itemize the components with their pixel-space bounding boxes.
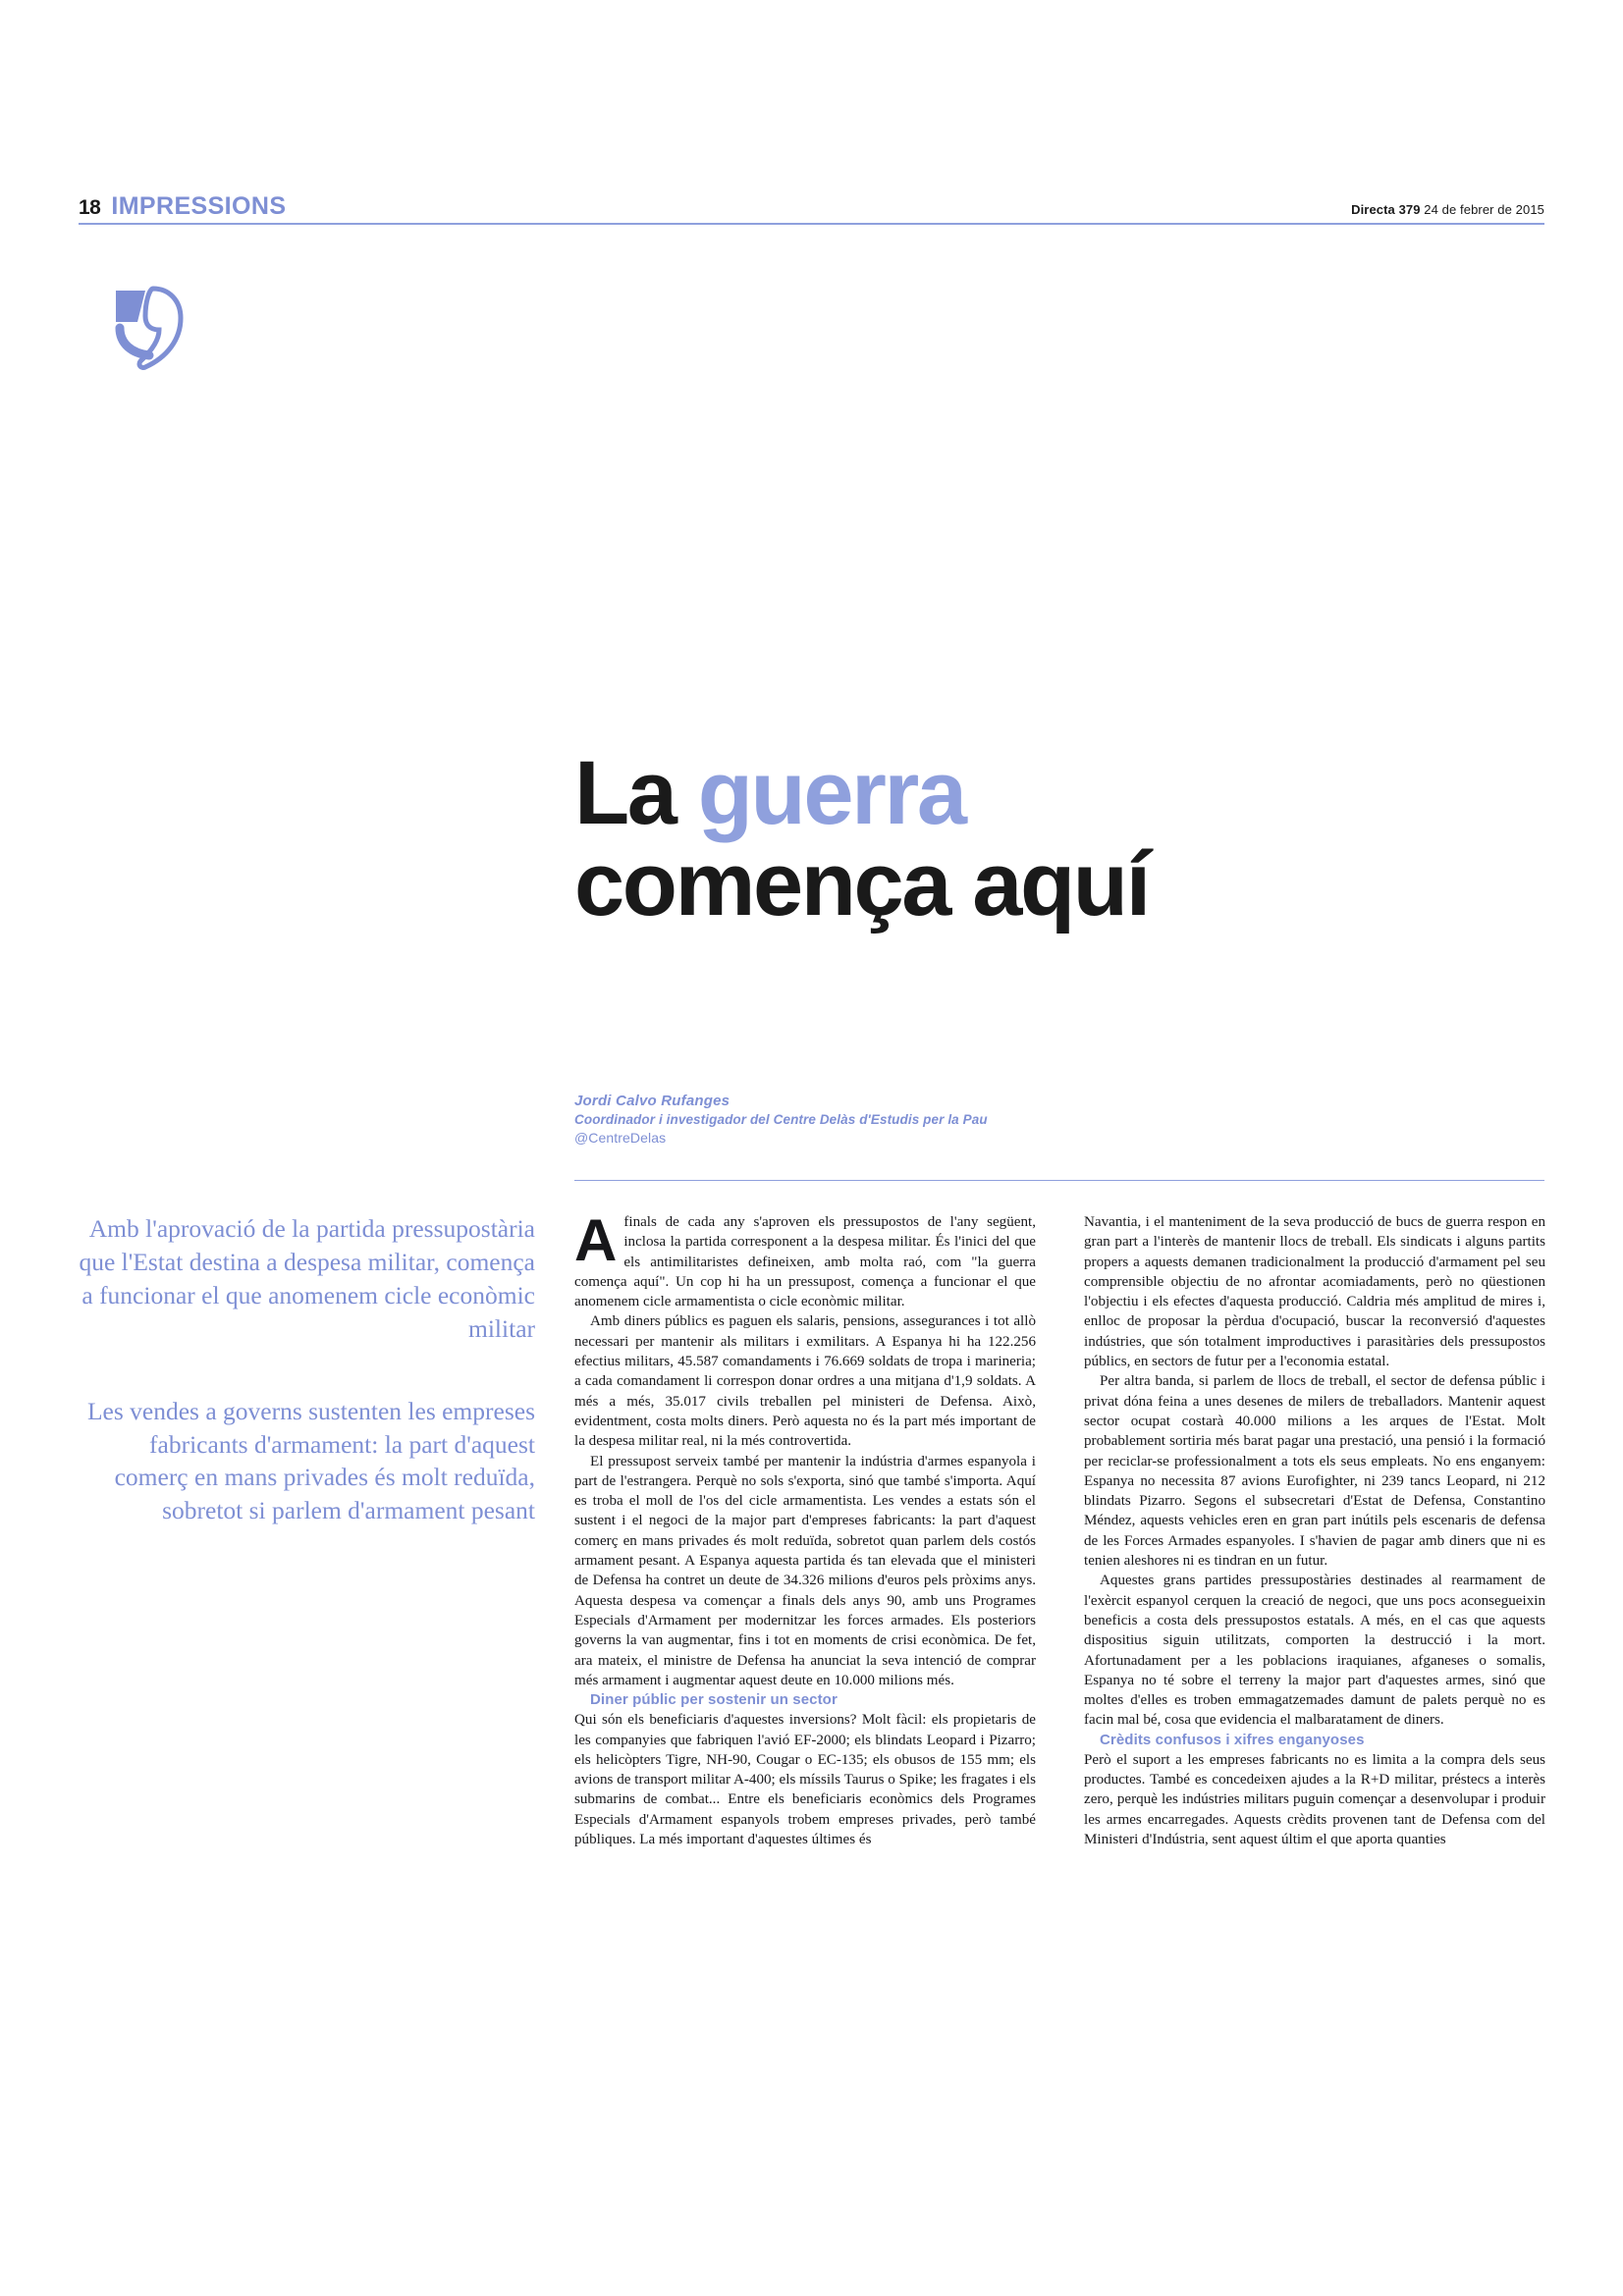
headline-line-2: comença aquí	[574, 834, 1149, 935]
page-number: 18	[79, 196, 101, 219]
paragraph: Amb diners públics es paguen els salaris, pensions, assegurances i tot allò necessari per mantenir als militars i exmilitars. A Espanya hi ha 122.256 efectius militars, 45.587 comandaments i 76.669 soldats de tropa i marineria; a cada comandament li correspon donar ordres a una mitjana d'1,9 soldats. A més a més, 35.017 civils treballen pel ministeri de Defensa. Això, evidentment, costa molts diners. Però aquesta no és la part més important de la despesa militar real, ni la més controvertida.	[574, 1313, 1036, 1450]
author-name: Jordi Calvo Rufanges	[574, 1093, 730, 1109]
publication-date: 24 de febrer de 2015	[1420, 202, 1544, 217]
byline-divider	[574, 1180, 1544, 1181]
page-header	[79, 192, 1544, 221]
pullquote-1: Amb l'aprovació de la partida pressupostària que l'Estat destina a despesa militar, comença a funcionar el que anomenem cicle econòmic militar	[79, 1214, 535, 1343]
section-title: IMPRESSIONS	[111, 192, 287, 220]
article-column-2	[1084, 1212, 1545, 1849]
article-column-1	[574, 1207, 1036, 1849]
quotation-mark-icon	[102, 283, 192, 373]
paragraph: Per altra banda, si parlem de llocs de treball, el sector de defensa públic i privat dóna feina a unes desenes de milers de treballadors. Mantenir aquest sector ocupat costarà 40.000 milions a les arques de l'Estat. Molt probablement sortiria més barat pagar una prestació, una pensió i la formació per reciclar-se professionalment a tots els seus empleats. No ens enganyem: Espanya no necessita 87 avions Eurofighter, ni 239 tancs Leopard, ni 212 blindats Pizarro. Segons el subsecretari d'Estat de Defensa, Constantino Méndez, aquests vehicles eren en gran part inútils pels escenaris de defensa de les Forces Armades espanyoles. I s'havien de pagar amb diners que ni es tenien aleshores ni es tindran en un futur.	[1084, 1373, 1545, 1570]
pullquote-2: Les vendes a governs sustenten les empreses fabricants d'armament: la part d'aquest comerç en mans privades és molt reduïda, sobretot si parlem d'armament pesant	[86, 1396, 535, 1525]
header-meta	[1351, 202, 1544, 217]
header-left	[79, 192, 286, 221]
paragraph: Però el suport a les empreses fabricants no es limita a la compra dels seus productes. També es concedeixen ajudes a la R+D militar, préstecs a interès zero, perquè les indústries militars puguin començar a desenvolupar i produir les armes encarregades. Aquests crèdits provenen tant de Defensa com del Ministeri d'Indústria, sent aquest últim el que aporta quanties	[1084, 1751, 1545, 1848]
byline	[574, 1093, 1546, 1146]
headline-word-1: La	[574, 742, 698, 843]
page-title	[574, 742, 1546, 935]
paragraph: Aquestes grans partides pressupostàries destinades al rearmament de l'exèrcit espanyol cerquen la creació de negoci, que uns pocs aconsegueixin beneficis a costa dels pressupostos estatals. A més, en el cas que aquests dispositius siguin utilitzats, comporten la destrucció i la mort. Afortunadament per a les poblacions iraquianes, afganeses o somalis, Espanya no té sobre el terreny la major part d'aquestes armes, sinó que moltes d'elles es troben emmagatzemades damunt de palets perquè no es facin mal bé, cosa que evidencia el malbaratament de diners.	[1084, 1573, 1545, 1729]
paragraph-text: finals de cada any s'aproven els pressupostos de l'any següent, inclosa la partida corresponent a la despesa militar. És l'inici del que els antimilitaristes defineixen, amb molta raó, com "la guerra comença aquí". Un cop hi ha un pressupost, comença a funcionar el que anomenem cicle armamentista o cicle econòmic militar.	[574, 1214, 1036, 1310]
author-role: Coordinador i investigador del Centre Delàs d'Estudis per la Pau	[574, 1112, 988, 1127]
subheading-1: Diner públic per sostenir un sector	[590, 1691, 838, 1709]
subheading-2: Crèdits confusos i xifres enganyoses	[1100, 1731, 1365, 1748]
publication-name: Directa 379	[1351, 202, 1421, 217]
drop-cap: A	[574, 1207, 618, 1273]
header-divider	[79, 223, 1544, 225]
author-handle[interactable]: @CentreDelas	[574, 1130, 667, 1146]
headline-word-2: guerra	[697, 742, 965, 843]
paragraph: Qui són els beneficiaris d'aquestes inversions? Molt fàcil: els propietaris de les companyies que fabriquen l'avió EF-2000; els blindats Leopard i Pizarro; els helicòpters Tigre, NH-90, Cougar o EC-135; els obusos de 155 mm; els avions de transport militar A-400; els míssils Taurus o Spike; les fragates i els submarins de combat... Entre els beneficiaris econòmics dels Programes Especials d'Armament espanyols trobem empreses privades, però també públiques. La més important d'aquestes últimes és	[574, 1712, 1036, 1848]
pullquote-column	[79, 1212, 535, 1527]
paragraph: El pressupost serveix també per mantenir la indústria d'armes espanyola i part de l'estrangera. Perquè no sols s'exporta, sinó que també s'importa. Aquí es troba el moll de l'os del cicle armamentista. Les vendes a estats són el sustent i el negoci de la major part d'empreses fabricants: la part d'aquest comerç en mans privades és molt reduïda, sobretot quan parlem dels costós armament pesant. A Espanya aquesta partida és tan elevada que el ministeri de Defensa ha contret un deute de 34.326 milions d'euros pels pròxims anys. Aquesta despesa va començar a finals dels anys 90, amb uns Programes Especials d'Armament per modernitzar les forces armades. Els posteriors governs la van augmentar, fins i tot en moments de crisi econòmica. De fet, ara mateix, el ministre de Defensa ha anunciat la seva intenció de comprar més armament i augmentar aquest deute en 10.000 milions més.	[574, 1453, 1036, 1688]
paragraph: Navantia, i el manteniment de la seva producció de bucs de guerra respon en gran part a l'interès de mantenir llocs de treball. Els sindicats i alguns partits propers a aquests demanen tradicionalment la producció d'armament pel seu comprensible objectiu de no afrontar acomiadaments, però no qüestionen l'objectiu i els efectes d'aquesta producció. Caldria més amplitud de mires i, enlloc de proposar la pèrdua d'ocupació, buscar la reconversió d'aquestes indústries, que són totalment improductives i parasitàries dels pressupostos públics, en sectors de futur per a l'economia estatal.	[1084, 1214, 1545, 1370]
paragraph	[574, 1207, 1036, 1311]
